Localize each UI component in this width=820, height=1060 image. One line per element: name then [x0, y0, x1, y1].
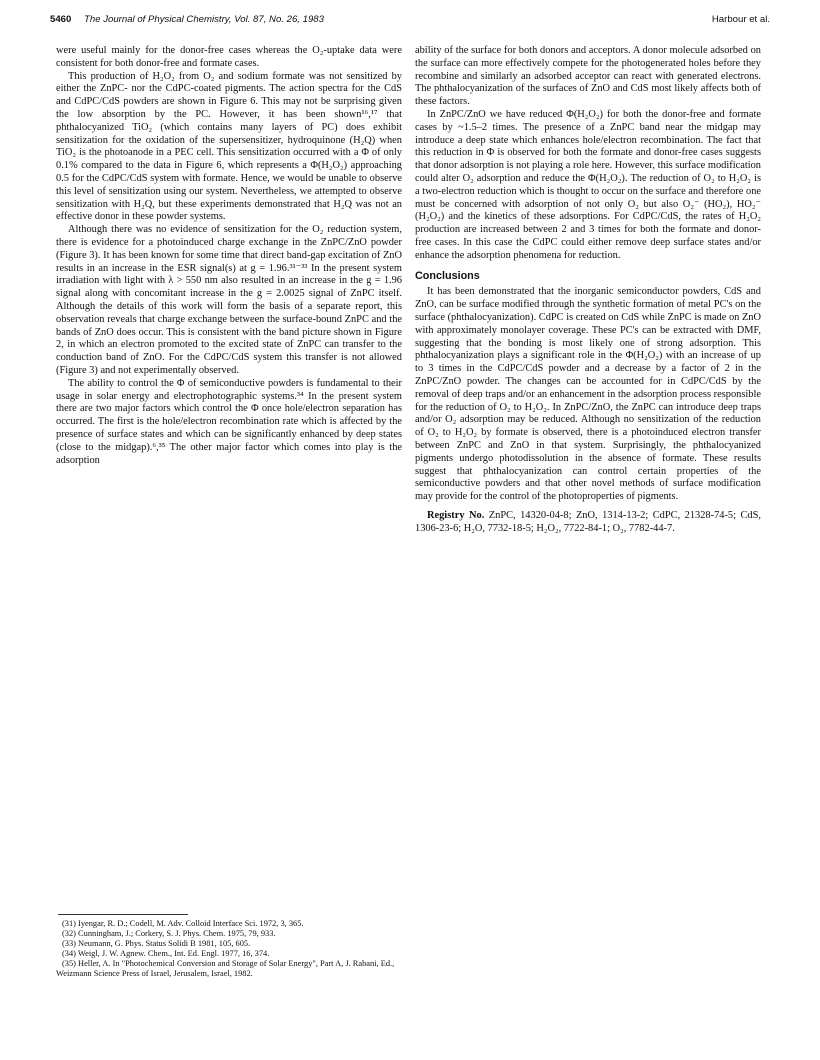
- paragraph: The ability to control the Φ of semiconductive powders is fundamental to their usage in solar energy and electrophotographic systems.³⁴ In the present system there are two major factors which control the Φ once hole/electron separation has occurred. The first is the hole/electron recombination rate which is affected by the presence of surface states and which can be significantly enhanced by deep states (close to the midgap).⁶,³⁵ The other major factor which comes into play is the adsorption: [56, 377, 402, 466]
- registry-text: ZnPC, 14320-04-8; ZnO, 1314-13-2; CdPC, 21328-74-5; CdS, 1306-23-6; H₂O, 7732-18-5; H₂O₂, 7722-84-1; O₂, 7782-44-7.: [415, 509, 762, 534]
- reference-item: (35) Heller, A. In "Photochemical Conversion and Storage of Solar Energy", Part A, J. Rabani, Ed., Weizmann Science Press of Israel, Jerusalem, Israel, 1982.: [56, 959, 395, 979]
- registry-label: Registry No.: [427, 509, 485, 521]
- page-number: 5460: [50, 14, 72, 25]
- section-heading-conclusions: Conclusions: [415, 269, 480, 282]
- registry-numbers: [415, 510, 761, 536]
- running-authors: Harbour et al.: [711, 14, 770, 25]
- reference-item: (33) Neumann, G. Phys. Status Solidi B 1981, 105, 605.: [62, 939, 251, 949]
- running-header: [50, 14, 770, 30]
- paragraph: This production of H₂O₂ from O₂ and sodium formate was not sensitized by either the ZnPC- nor the CdPC-coated pigments. The action spectra for the CdS and CdPC/CdS powders are shown in Figure 6. This may not be surprising given the low absorption by the PC. However, it has been shown¹⁶,¹⁷ that phthalocyanized TiO₂ (which contains many layers of PC) does exhibit sensitization for the oxidation of the supersensitizer, hydroquinone (H₂Q) when TiO₂ is the photoanode in a PEC cell. This sensitization occurred with a Φ of only 0.1% compared to the data in Figure 6, which represents a Φ(H₂O₂) approaching 0.5 for the CdPC/CdS system with formate. Hence, we would be unable to observe this level of sensitization using our system. Nevertheless, we attempted to observe sensitization with H₂Q, but these experiments demonstrated that H₂Q was not an effective donor in these powder systems.: [56, 70, 402, 223]
- paragraph: ability of the surface for both donors and acceptors. A donor molecule adsorbed on the surface can more effectively compete for the photogenerated holes before they recombine and similarly an adsorbed acceptor can react with generated electrons. The phthalocyanization of the surfaces of ZnO and CdS most likely affects both of these factors.: [415, 45, 761, 108]
- journal-citation: The Journal of Physical Chemistry, Vol. 87, No. 26, 1983: [84, 14, 324, 25]
- references: [56, 914, 402, 980]
- paragraph: In ZnPC/ZnO we have reduced Φ(H₂O₂) for both the donor-free and formate cases by ~1.5–2 times. The presence of a ZnPC band near the midgap may introduce a deep state which enhances hole/electron recombination. The fact that this reduction in Φ is observed for both the formate and donor-free cases suggests that donor adsorption is not playing a role here. However, this surface modification could alter O₂ adsorption and reduce the Φ(H₂O₂). The reduction of O₂ to H₂O₂ is a two-electron reduction which is thought to occur on the surface and therefore one must be concerned with adsorption of not only O₂ but also O₂⁻ (HO₂), HO₂⁻ (H₂O₂) and the kinetics of these adsorptions. For CdPC/CdS, the rates of H₂O₂ production are increased between 2 and 3 times for both the formate and donor-free cases. In this case the CdPC could either remove deep surface states and/or enhance the adsorption phenomena for reduction.: [415, 108, 761, 261]
- paragraph: were useful mainly for the donor-free cases whereas the O₂-uptake data were consistent for both donor-free and formate cases.: [56, 45, 402, 69]
- right-column: [415, 45, 761, 535]
- reference-item: (34) Weigl, J. W. Agnew. Chem., Int. Ed. Engl. 1977, 16, 374.: [62, 949, 270, 959]
- paragraph: It has been demonstrated that the inorganic semiconductor powders, CdS and ZnO, can be surface modified through the synthetic formation of metal PC's on the surface (phthalocyanization). CdPC is created on CdS while ZnPC is made on ZnO with approximately monolayer coverage. These PC's can be extracted with DMF, suggesting that the bonding is most likely one of strong adsorption. This phthalocyanization plays a significant role in the Φ(H₂O₂) with an increase of up to 3 times in the CdPC/CdS powder and a decrease by a factor of 2 in the ZnPC/ZnO powder. The changes can be accounted for in CdPC/CdS by the removal of deep traps and/or an enhancement in the adsorption process responsible for the reduction of O₂ to H₂O₂. In ZnPC/ZnO, the ZnPC can introduce deep traps and/or O₂ adsorption may be reduced. Although no sensitization of the reduction of O₂ to H₂O₂ by formate is observed, there is a photoinduced electron transfer between ZnPC and ZnO in that system. Surprisingly, the phthalocyanized pigments undergo photodissolution in the absence of formate. These results suggest that phthalocyanization can control certain properties of the semiconductive powders and that other novel methods of surface modification may provide for the control of the photoproperties of pigments.: [415, 286, 761, 503]
- footnote-rule: [58, 914, 188, 915]
- left-column: [56, 45, 402, 467]
- reference-item: (32) Cunningham, J.; Corkery, S. J. Phys. Chem. 1975, 79, 933.: [62, 929, 276, 939]
- reference-item: (31) Iyengar, R. D.; Codell, M. Adv. Colloid Interface Sci. 1972, 3, 365.: [62, 919, 304, 928]
- paragraph: Although there was no evidence of sensitization for the O₂ reduction system, there is evidence for a photoinduced charge exchange in the ZnPC/ZnO powder (Figure 3). It has been known for some time that direct band-gap excitation of ZnO results in an increase in the ESR signal(s) at g = 1.96.³¹⁻³³ In the present system irradiation with light with λ > 550 nm also resulted in an increase in the g = 1.96 signal along with concomitant increase in the g = 2.0025 signal of ZnPC itself. Although the details of this work will form the basis of a separate report, this observation reveals that charge exchange between the surface-bound ZnPC and the bands of ZnO does occur. This is consistent with the band picture shown in Figure 2, in which an electron promoted to the excited state of ZnPC can transfer to the conduction band of ZnO. For the CdPC/CdS system this transfer is not allowed (Figure 3) and not experimentally observed.: [56, 224, 402, 376]
